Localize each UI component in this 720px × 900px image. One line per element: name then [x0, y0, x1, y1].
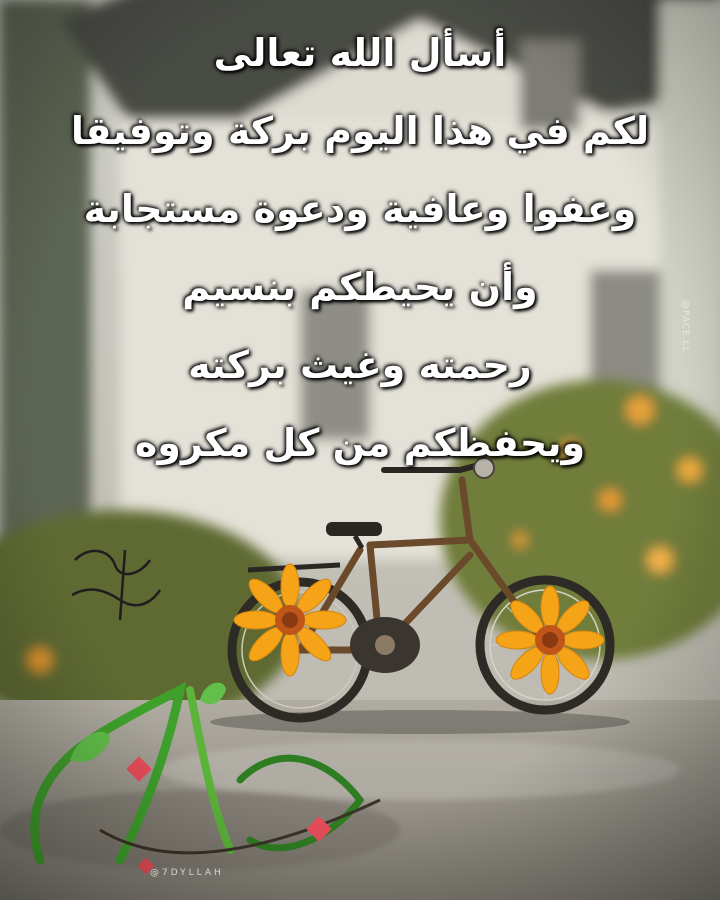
- handle-watermark: @7DYLLAH: [150, 868, 224, 878]
- blessing-line: ويحفظكم من كل مكروه: [134, 421, 586, 465]
- blessing-line: وعفوا وعافية ودعوة مستجابة: [83, 187, 637, 231]
- side-watermark: @PACE.LL: [680, 300, 690, 353]
- blessing-line: لكم في هذا اليوم بركة وتوفيقا: [70, 109, 650, 153]
- blessing-line: رحمته وغيث بركته: [188, 343, 532, 387]
- blessing-text: [0, 14, 720, 482]
- blessing-line: أسأل الله تعالى: [213, 31, 507, 75]
- blessing-line: وأن يحيطكم بنسيم: [182, 265, 538, 309]
